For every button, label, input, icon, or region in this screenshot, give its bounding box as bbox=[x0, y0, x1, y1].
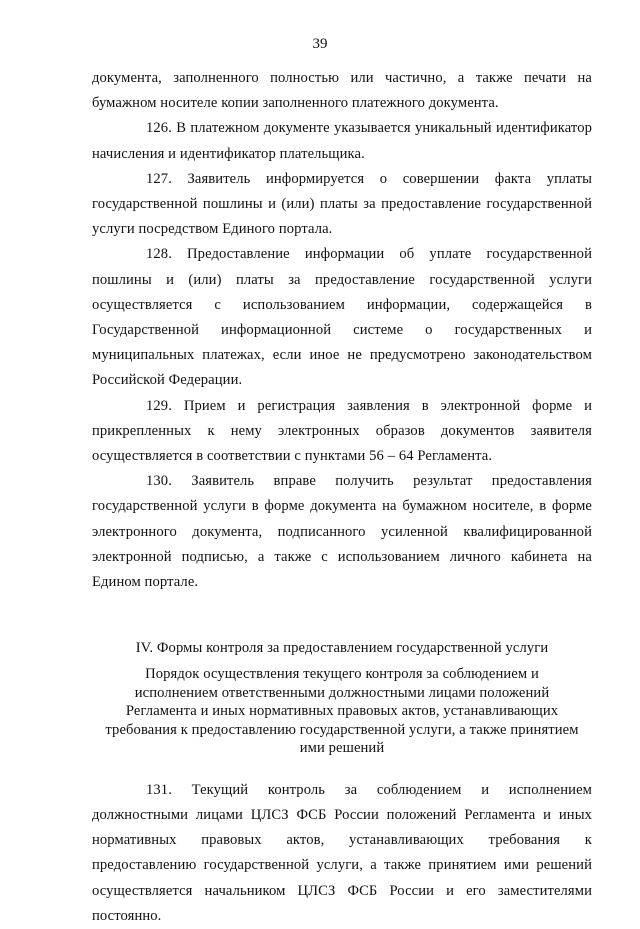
paragraph-131: 131. Текущий контроль за соблюдением и исполнением должностными лицами ЦЛСЗ ФСБ России положений Регламента и иных нормативных правовых актов, устанавливающих требования к предоставлению государственной услуги, а также принятием ими решений осуществляется начальником ЦЛСЗ ФСБ России и его заместителями постоянно. bbox=[92, 781, 592, 924]
paragraph-128: 128. Предоставление информации об уплате государственной пошлины и (или) платы за предоставление государственной услуги осуществляется с использованием информации, содержащейся в Государственной информационной системе о государственных и муниципальных платежах, если иное не предусмотрено законодательством Российской Федерации. bbox=[92, 246, 592, 389]
section-title: IV. Формы контроля за предоставлением государственной услуги bbox=[135, 640, 549, 657]
paragraph-127: 127. Заявитель информируется о совершении факта уплаты государственной пошлины и (или) платы за предоставление государственной услуги посредством Единого портала. bbox=[92, 170, 592, 238]
paragraph-continuation: документа, заполненного полностью или частично, а также печати на бумажном носителе копии заполненного платежного документа. bbox=[92, 70, 592, 112]
paragraph-129: 129. Прием и регистрация заявления в электронной форме и прикрепленных к нему электронных образов документов заявителя осуществляется в соответствии с пунктами 56 – 64 Регламента. bbox=[92, 397, 592, 465]
paragraph-130: 130. Заявитель вправе получить результат предоставления государственной услуги в форме документа на бумажном носителе, в форме электронного документа, подписанного усиленной квалифицированной электронной подписью, а также с использованием личного кабинета на Едином портале. bbox=[92, 473, 592, 591]
paragraph-126: 126. В платежном документе указывается уникальный идентификатор начисления и идентификатор плательщика. bbox=[92, 120, 592, 162]
subsection-title: Порядок осуществления текущего контроля за соблюдением и исполнением ответственными должностными лицами положений Регламента и иных нормативных правовых актов, устанавливающих требования к предоставлению государственной услуги, а также принятием ими решений bbox=[105, 666, 579, 757]
page-content bbox=[92, 66, 592, 929]
page-number: 39 bbox=[312, 36, 328, 52]
